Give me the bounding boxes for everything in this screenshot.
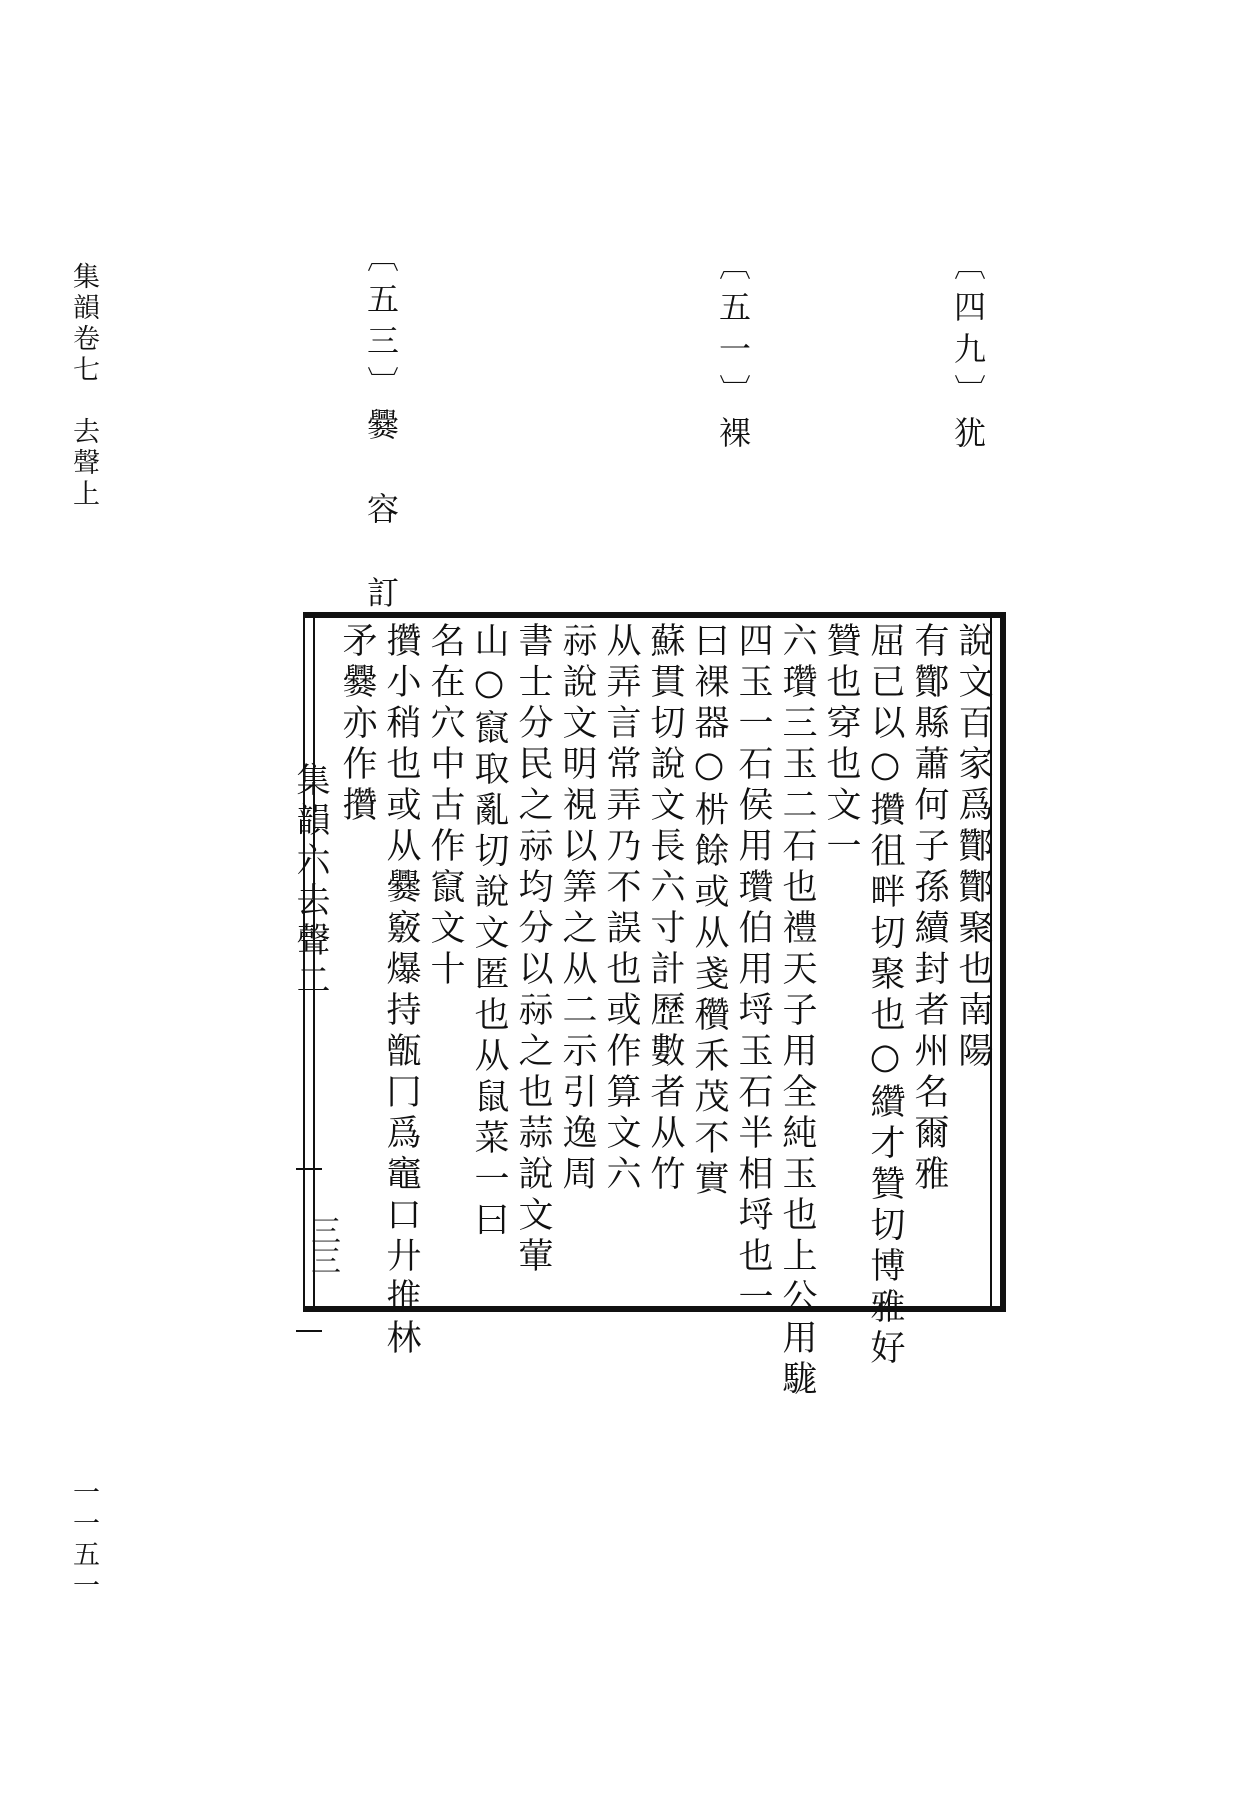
text-column: 說文百家爲酇酇聚也南陽 — [953, 622, 993, 1073]
text-column: 名在穴中古作竄文十 — [425, 622, 465, 991]
block-margin-number: 三三 — [305, 1215, 340, 1275]
collation-note-49: 〔四九〕犹 — [949, 248, 987, 458]
text-column: 攢小稍也或从爨竅爆持甑冂爲竈口廾推林 — [381, 622, 421, 1360]
text-column: 贊也穿也文一 — [821, 622, 861, 868]
text-column: 从弄言常弄乃不誤也或作算文六 — [601, 622, 641, 1196]
running-header: 集韻卷七 去聲上 — [68, 262, 99, 510]
page-number: 一一五一 — [68, 1478, 99, 1602]
text-column: 六瓚三玉二石也禮天子用全純玉也上公用駹 — [777, 622, 817, 1401]
text-column: 祘說文明視以筭之从二示引逸周 — [557, 622, 597, 1196]
text-column: 屈已以○攢徂畔切聚也○纘才贊切博雅好 — [865, 622, 905, 1370]
collation-note-53: 〔五三〕爨 容 訂 — [362, 240, 400, 618]
text-column: 山○竄取亂切說文匿也从鼠菜一曰 — [469, 622, 509, 1242]
facsimile-inner-border — [313, 618, 993, 1401]
margin-rule — [296, 1330, 322, 1332]
facsimile-block — [303, 612, 1006, 1401]
text-column: 曰裸器○㭊餘或从戔穳禾茂不實 — [689, 622, 729, 1201]
text-column: 書士分民之祘均分以祘之也蒜說文葷 — [513, 622, 553, 1278]
text-column: 有酇縣蕭何子孫續封者州名爾雅 — [909, 622, 949, 1196]
collation-note-51: 〔五一〕裸 — [714, 248, 752, 458]
text-column: 蘇貫切說文長六寸計歷數者从竹 — [645, 622, 685, 1196]
margin-rule — [296, 1168, 322, 1170]
block-margin-title: 集韻六去聲二 — [290, 762, 330, 1002]
text-column: 四玉一石侯用瓚伯用埒玉石半相埒也一 — [733, 622, 773, 1319]
text-column: 矛爨亦作攢 — [337, 622, 377, 827]
